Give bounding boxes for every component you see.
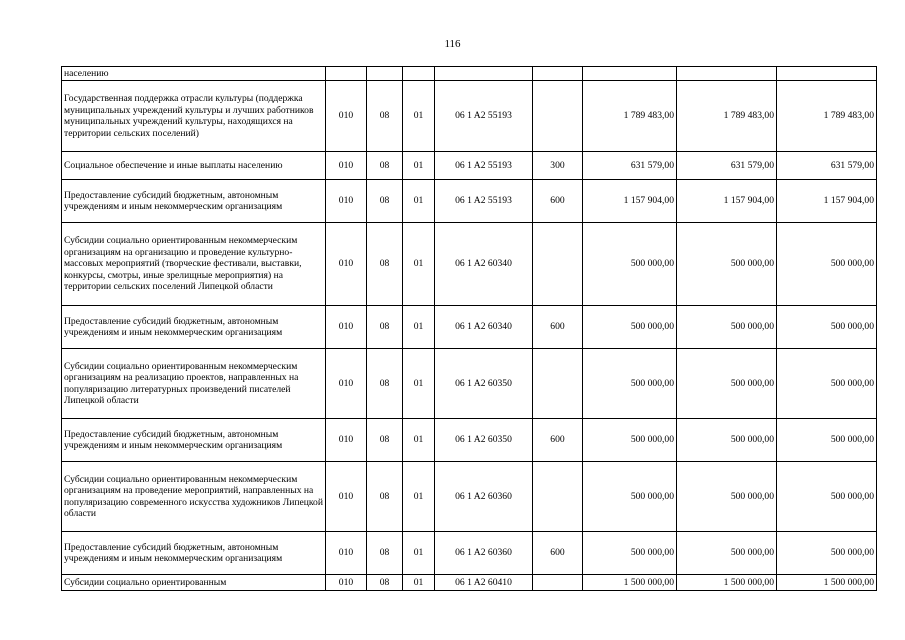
expense-type-cell [533,81,583,152]
target-article-cell: 06 1 A2 55193 [435,180,533,223]
amount-year1-cell: 500 000,00 [583,306,677,349]
table-row [62,67,877,81]
amount-year1-cell: 500 000,00 [583,532,677,575]
target-article-cell: 06 1 A2 55193 [435,81,533,152]
subsection-code-cell: 01 [403,462,435,532]
expense-type-cell: 600 [533,180,583,223]
subsection-code-cell: 01 [403,81,435,152]
expense-type-cell [533,67,583,81]
target-article-cell: 06 1 A2 60340 [435,306,533,349]
amount-year2-cell: 1 157 904,00 [677,180,777,223]
amount-year3-cell: 500 000,00 [777,462,877,532]
amount-year2-cell: 631 579,00 [677,152,777,180]
admin-code-cell: 010 [326,419,367,462]
table-body [62,67,877,591]
admin-code-cell: 010 [326,152,367,180]
subsection-code-cell: 01 [403,532,435,575]
row-name-cell: Предоставление субсидий бюджетным, автономным учреждениям и иным некоммерческим организациям [62,419,326,462]
table-row [62,152,877,180]
subsection-code-cell: 01 [403,306,435,349]
row-name-cell: Предоставление субсидий бюджетным, автономным учреждениям и иным некоммерческим организациям [62,532,326,575]
subsection-code-cell [403,67,435,81]
section-code-cell [367,67,403,81]
table-row [62,462,877,532]
row-name-cell: Субсидии социально ориентированным [62,575,326,591]
section-code-cell: 08 [367,462,403,532]
subsection-code-cell: 01 [403,575,435,591]
amount-year2-cell: 1 500 000,00 [677,575,777,591]
admin-code-cell: 010 [326,81,367,152]
section-code-cell: 08 [367,419,403,462]
row-name-cell: Государственная поддержка отрасли культуры (поддержка муниципальных учреждений культуры и лучших работников муниципальных учреждений культуры, находящихся на территории сельских поселений) [62,81,326,152]
expense-type-cell: 600 [533,306,583,349]
table-row [62,180,877,223]
amount-year2-cell: 500 000,00 [677,419,777,462]
target-article-cell: 06 1 A2 60350 [435,349,533,419]
amount-year1-cell: 500 000,00 [583,419,677,462]
target-article-cell: 06 1 A2 60410 [435,575,533,591]
amount-year2-cell: 500 000,00 [677,532,777,575]
row-name-cell: Социальное обеспечение и иные выплаты населению [62,152,326,180]
amount-year1-cell [583,67,677,81]
amount-year3-cell: 1 789 483,00 [777,81,877,152]
row-name-cell: Предоставление субсидий бюджетным, автономным учреждениям и иным некоммерческим организациям [62,180,326,223]
row-name-cell: Субсидии социально ориентированным некоммерческим организациям на реализацию проектов, направленных на популяризацию литературных произведений писателей Липецкой области [62,349,326,419]
section-code-cell: 08 [367,306,403,349]
table-row [62,575,877,591]
table-row [62,419,877,462]
amount-year3-cell: 631 579,00 [777,152,877,180]
amount-year2-cell: 1 789 483,00 [677,81,777,152]
expense-type-cell [533,223,583,306]
admin-code-cell: 010 [326,575,367,591]
table-row [62,223,877,306]
expense-type-cell: 600 [533,532,583,575]
amount-year2-cell: 500 000,00 [677,349,777,419]
target-article-cell: 06 1 A2 55193 [435,152,533,180]
subsection-code-cell: 01 [403,349,435,419]
page-number: 116 [444,38,461,50]
amount-year2-cell: 500 000,00 [677,462,777,532]
section-code-cell: 08 [367,349,403,419]
expense-type-cell: 300 [533,152,583,180]
section-code-cell: 08 [367,532,403,575]
row-name-cell: Предоставление субсидий бюджетным, автономным учреждениям и иным некоммерческим организациям [62,306,326,349]
target-article-cell: 06 1 A2 60340 [435,223,533,306]
table-row [62,349,877,419]
admin-code-cell: 010 [326,349,367,419]
amount-year2-cell [677,67,777,81]
target-article-cell: 06 1 A2 60360 [435,462,533,532]
amount-year1-cell: 631 579,00 [583,152,677,180]
amount-year2-cell: 500 000,00 [677,223,777,306]
amount-year3-cell: 1 157 904,00 [777,180,877,223]
amount-year3-cell: 500 000,00 [777,349,877,419]
amount-year1-cell: 500 000,00 [583,223,677,306]
section-code-cell: 08 [367,575,403,591]
subsection-code-cell: 01 [403,180,435,223]
section-code-cell: 08 [367,180,403,223]
amount-year3-cell: 500 000,00 [777,306,877,349]
section-code-cell: 08 [367,152,403,180]
section-code-cell: 08 [367,81,403,152]
subsection-code-cell: 01 [403,152,435,180]
table-row [62,532,877,575]
target-article-cell: 06 1 A2 60360 [435,532,533,575]
subsection-code-cell: 01 [403,223,435,306]
admin-code-cell: 010 [326,180,367,223]
row-name-cell: Субсидии социально ориентированным некоммерческим организациям на организацию и проведение культурно-массовых мероприятий (творческие фестивали, выставки, конкурсы, смотры, иные зрелищные мероприятия) на территории сельских поселений Липецкой области [62,223,326,306]
amount-year3-cell: 500 000,00 [777,223,877,306]
amount-year1-cell: 500 000,00 [583,349,677,419]
admin-code-cell: 010 [326,223,367,306]
amount-year3-cell: 500 000,00 [777,532,877,575]
expense-type-cell [533,575,583,591]
amount-year1-cell: 1 157 904,00 [583,180,677,223]
amount-year1-cell: 1 789 483,00 [583,81,677,152]
section-code-cell: 08 [367,223,403,306]
subsection-code-cell: 01 [403,419,435,462]
amount-year3-cell: 500 000,00 [777,419,877,462]
budget-table [61,66,877,591]
admin-code-cell: 010 [326,462,367,532]
expense-type-cell [533,349,583,419]
amount-year1-cell: 1 500 000,00 [583,575,677,591]
expense-type-cell [533,462,583,532]
row-name-cell: населению [62,67,326,81]
admin-code-cell: 010 [326,306,367,349]
admin-code-cell: 010 [326,532,367,575]
amount-year3-cell [777,67,877,81]
table-row [62,306,877,349]
amount-year1-cell: 500 000,00 [583,462,677,532]
target-article-cell [435,67,533,81]
amount-year2-cell: 500 000,00 [677,306,777,349]
row-name-cell: Субсидии социально ориентированным некоммерческим организациям на проведение мероприятий, направленных на популяризацию современного искусства художников Липецкой области [62,462,326,532]
table-row [62,81,877,152]
amount-year3-cell: 1 500 000,00 [777,575,877,591]
target-article-cell: 06 1 A2 60350 [435,419,533,462]
admin-code-cell [326,67,367,81]
expense-type-cell: 600 [533,419,583,462]
